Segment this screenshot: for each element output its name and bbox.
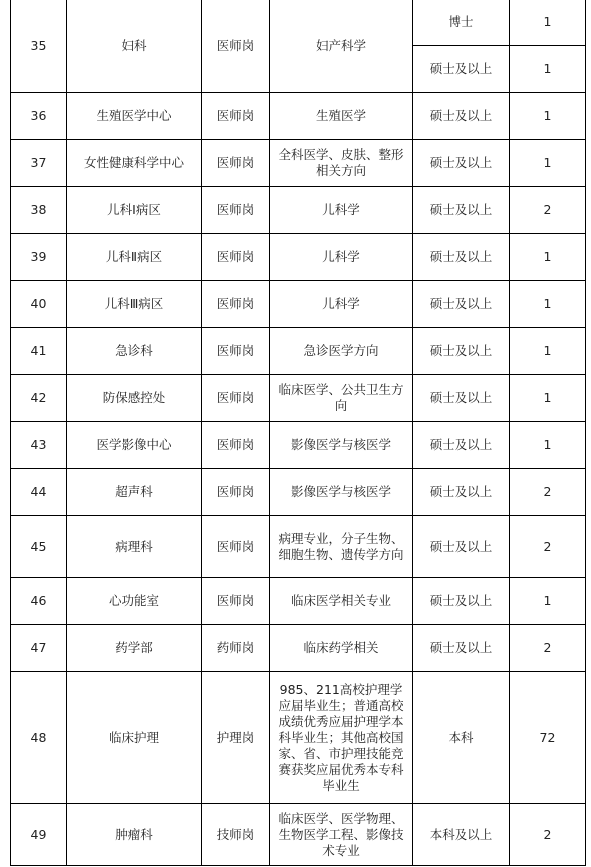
post-cell: 医师岗 [202, 93, 270, 140]
table-row [11, 375, 586, 422]
education-cell: 硕士及以上 [413, 516, 510, 578]
table-row [11, 625, 586, 672]
post-cell: 护理岗 [202, 672, 270, 804]
education-cell: 硕士及以上 [413, 140, 510, 187]
education-cell: 硕士及以上 [413, 578, 510, 625]
education-cell: 本科 [413, 672, 510, 804]
department-cell: 儿科Ⅲ病区 [67, 281, 202, 328]
department-cell: 儿科Ⅱ病区 [67, 234, 202, 281]
row-number: 43 [11, 422, 67, 469]
table-row [11, 187, 586, 234]
table-row [11, 804, 586, 866]
major-cell: 临床医学、医学物理、生物医学工程、影像技术专业 [270, 804, 413, 866]
education-cell: 博士 [413, 0, 510, 46]
recruitment-table [10, 0, 586, 866]
row-number: 47 [11, 625, 67, 672]
post-cell: 技师岗 [202, 804, 270, 866]
count-cell: 1 [510, 328, 586, 375]
major-cell: 病理专业，分子生物、细胞生物、遗传学方向 [270, 516, 413, 578]
post-cell: 医师岗 [202, 187, 270, 234]
major-cell: 全科医学、皮肤、整形相关方向 [270, 140, 413, 187]
count-cell: 1 [510, 93, 586, 140]
department-cell: 儿科Ⅰ病区 [67, 187, 202, 234]
table-row [11, 93, 586, 140]
table-row [11, 672, 586, 804]
education-cell: 硕士及以上 [413, 625, 510, 672]
education-cell: 硕士及以上 [413, 187, 510, 234]
row-number: 39 [11, 234, 67, 281]
count-cell: 2 [510, 804, 586, 866]
education-cell: 本科及以上 [413, 804, 510, 866]
table-row [11, 281, 586, 328]
education-cell: 硕士及以上 [413, 281, 510, 328]
department-cell: 女性健康科学中心 [67, 140, 202, 187]
education-cell: 硕士及以上 [413, 422, 510, 469]
department-cell: 临床护理 [67, 672, 202, 804]
post-cell: 医师岗 [202, 422, 270, 469]
education-cell: 硕士及以上 [413, 469, 510, 516]
major-cell: 985、211高校护理学应届毕业生；普通高校成绩优秀应届护理学本科毕业生；其他高校国家、省、市护理技能竞赛获奖应届优秀本专科毕业生 [270, 672, 413, 804]
row-number: 38 [11, 187, 67, 234]
department-cell: 生殖医学中心 [67, 93, 202, 140]
row-number: 35 [11, 0, 67, 93]
row-number: 40 [11, 281, 67, 328]
count-cell: 72 [510, 672, 586, 804]
post-cell: 医师岗 [202, 234, 270, 281]
post-cell: 医师岗 [202, 328, 270, 375]
education-cell: 硕士及以上 [413, 46, 510, 93]
count-cell: 1 [510, 140, 586, 187]
major-cell: 临床医学、公共卫生方向 [270, 375, 413, 422]
table-row [11, 578, 586, 625]
count-cell: 1 [510, 0, 586, 46]
department-cell: 急诊科 [67, 328, 202, 375]
major-cell: 儿科学 [270, 281, 413, 328]
education-cell: 硕士及以上 [413, 328, 510, 375]
count-cell: 2 [510, 625, 586, 672]
table-row [11, 516, 586, 578]
department-cell: 药学部 [67, 625, 202, 672]
count-cell: 2 [510, 469, 586, 516]
table-row [11, 469, 586, 516]
count-cell: 1 [510, 375, 586, 422]
major-cell: 生殖医学 [270, 93, 413, 140]
table-row [11, 422, 586, 469]
post-cell: 医师岗 [202, 281, 270, 328]
department-cell: 妇科 [67, 0, 202, 93]
post-cell: 医师岗 [202, 375, 270, 422]
row-number: 44 [11, 469, 67, 516]
major-cell: 临床医学相关专业 [270, 578, 413, 625]
major-cell: 妇产科学 [270, 0, 413, 93]
education-cell: 硕士及以上 [413, 375, 510, 422]
count-cell: 1 [510, 578, 586, 625]
education-cell: 硕士及以上 [413, 234, 510, 281]
department-cell: 心功能室 [67, 578, 202, 625]
table-row [11, 140, 586, 187]
major-cell: 儿科学 [270, 187, 413, 234]
post-cell: 药师岗 [202, 625, 270, 672]
major-cell: 临床药学相关 [270, 625, 413, 672]
major-cell: 儿科学 [270, 234, 413, 281]
table-row [11, 328, 586, 375]
row-number: 49 [11, 804, 67, 866]
table-row [11, 0, 586, 46]
count-cell: 2 [510, 187, 586, 234]
row-number: 46 [11, 578, 67, 625]
count-cell: 1 [510, 46, 586, 93]
department-cell: 超声科 [67, 469, 202, 516]
post-cell: 医师岗 [202, 469, 270, 516]
post-cell: 医师岗 [202, 516, 270, 578]
post-cell: 医师岗 [202, 140, 270, 187]
count-cell: 1 [510, 281, 586, 328]
post-cell: 医师岗 [202, 578, 270, 625]
education-cell: 硕士及以上 [413, 93, 510, 140]
row-number: 42 [11, 375, 67, 422]
table-row [11, 234, 586, 281]
major-cell: 影像医学与核医学 [270, 469, 413, 516]
count-cell: 2 [510, 516, 586, 578]
count-cell: 1 [510, 234, 586, 281]
department-cell: 病理科 [67, 516, 202, 578]
department-cell: 肿瘤科 [67, 804, 202, 866]
row-number: 45 [11, 516, 67, 578]
department-cell: 医学影像中心 [67, 422, 202, 469]
major-cell: 急诊医学方向 [270, 328, 413, 375]
count-cell: 1 [510, 422, 586, 469]
major-cell: 影像医学与核医学 [270, 422, 413, 469]
department-cell: 防保感控处 [67, 375, 202, 422]
row-number: 41 [11, 328, 67, 375]
post-cell: 医师岗 [202, 0, 270, 93]
row-number: 36 [11, 93, 67, 140]
row-number: 37 [11, 140, 67, 187]
row-number: 48 [11, 672, 67, 804]
